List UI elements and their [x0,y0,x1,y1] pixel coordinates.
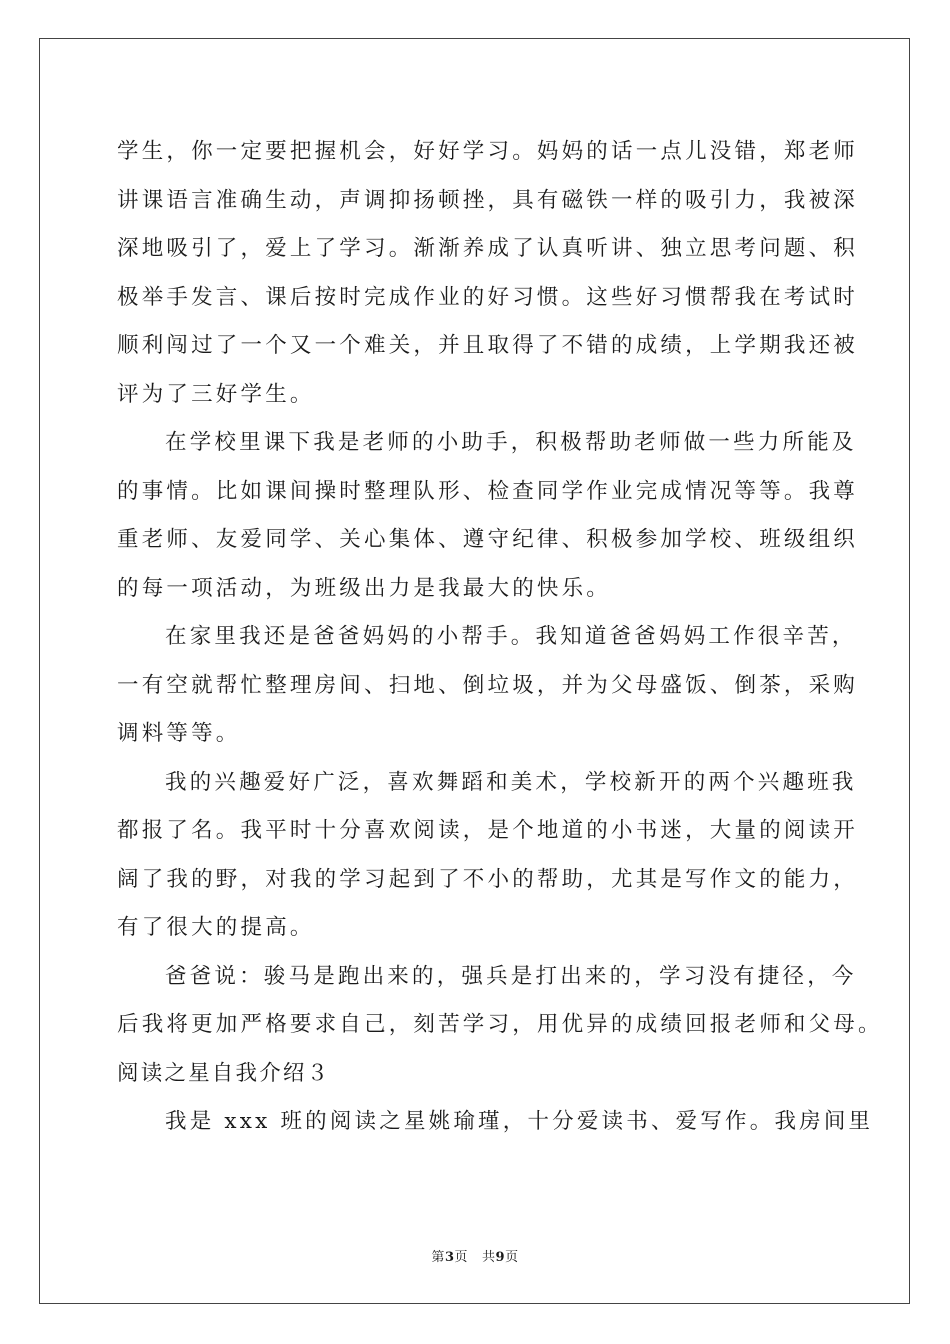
text-line: 极举手发言、课后按时完成作业的好习惯。这些好习惯帮我在考试时 [117,284,859,310]
text-line: 学生，你一定要把握机会，好好学习。妈妈的话一点儿没错，郑老师 [117,139,859,164]
text-line: 调料等等。 [117,721,241,746]
text-line: 后我将更加严格要求自己，刻苦学习，用优异的成绩回报老师和父母。 [117,1012,883,1037]
section-heading: 阅读之星自我介绍３ [117,1060,331,1086]
text-line: 一有空就帮忙整理房间、扫地、倒垃圾，并为父母盛饭、倒茶，采购 [117,672,859,698]
paragraph-first-line: 我的兴趣爱好广泛，喜欢舞蹈和美术，学校新开的两个兴趣班我 [165,769,857,795]
paragraph-first-line: 爸爸说：骏马是跑出来的，强兵是打出来的，学习没有捷径，今 [165,963,857,989]
page-prefix: 第 [431,1250,445,1265]
document-body [117,128,883,1147]
text-line: 讲课语言准确生动，声调抑扬顿挫，具有磁铁一样的吸引力，我被深 [117,187,859,213]
text-line: 重老师、友爱同学、关心集体、遵守纪律、积极参加学校、班级组织 [117,527,859,552]
text-line: 有了很大的提高。 [117,915,315,940]
page-suffix: 页 [454,1250,468,1265]
text-line: 都报了名。我平时十分喜欢阅读，是个地道的小书迷，大量的阅读开 [117,818,859,843]
page-footer [0,1246,950,1265]
page-number: 3 [444,1250,455,1265]
total-prefix: 共 [482,1250,496,1265]
paragraph-first-line: 我是 xxx 班的阅读之星姚瑜瑾，十分爱读书、爱写作。我房间里 [165,1109,874,1134]
paragraph-first-line: 在家里我还是爸爸妈妈的小帮手。我知道爸爸妈妈工作很辛苦， [165,624,857,649]
text-line: 阔了我的野，对我的学习起到了不小的帮助，尤其是写作文的能力， [117,866,859,892]
text-line: 评为了三好学生。 [117,381,315,407]
total-pages: 9 [495,1250,506,1265]
text-line: 顺利闯过了一个又一个难关，并且取得了不错的成绩，上学期我还被 [117,333,859,358]
total-suffix: 页 [505,1250,519,1265]
paragraph-first-line: 在学校里课下我是老师的小助手，积极帮助老师做一些力所能及 [165,430,857,455]
text-line: 的每一项活动，为班级出力是我最大的快乐。 [117,575,612,601]
text-line: 深地吸引了，爱上了学习。渐渐养成了认真听讲、独立思考问题、积 [117,236,859,261]
text-line: 的事情。比如课间操时整理队形、检查同学作业完成情况等等。我尊 [117,478,859,504]
